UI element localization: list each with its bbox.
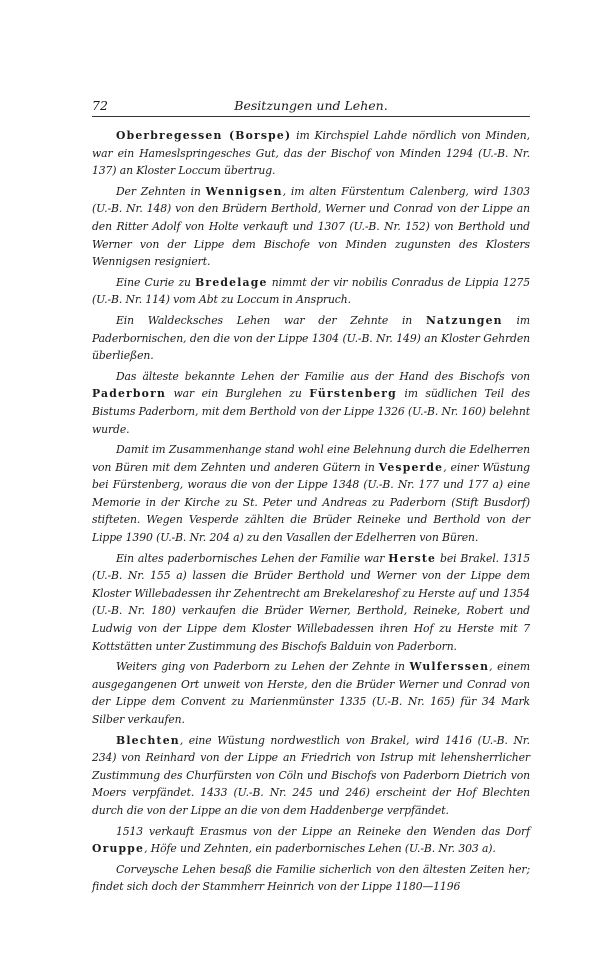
text-run: im südlichen Teil des Bistums Paderborn, mit dem Berthold von der Lippe 1326 (U.-B. Nr. 160) belehnt wurde.	[92, 387, 530, 436]
spaced-place-name: Oberbregessen (Borspe)	[116, 129, 292, 142]
body-text	[92, 127, 530, 896]
text-run: war ein Burglehen zu	[166, 387, 310, 401]
text-run: Der Zehnten in	[116, 184, 206, 198]
text-run: im Paderbornischen, den die von der Lippe 1304 (U.-B. Nr. 149) an Kloster Gehrden überließen.	[92, 313, 531, 363]
text-run: Damit im Zusammenhange stand wohl eine Belehnung durch die Edelherren von Büren mit dem Zehnten und anderen Gütern in	[92, 443, 530, 474]
spaced-place-name: Fürstenberg	[309, 387, 397, 401]
paragraph	[92, 861, 530, 896]
spaced-place-name: Bredelage	[195, 275, 268, 289]
spaced-place-name: Wennigsen	[205, 184, 283, 198]
text-run: Corveysche Lehen besaß die Familie sicherlich von den ältesten Zeiten her; findet sich doch der Stammherr Heinrich von der Lippe 1180—1196	[92, 862, 530, 894]
page-header	[92, 98, 530, 117]
text-run: bei Brakel. 1315 (U.-B. Nr. 155 a) lassen die Brüder Berthold und Werner von der Lippe dem Kloster Willebadessen ihr Zehentrecht am Brekelareshof zu Herste auf und 1354 (U.-B. Nr. 180) verkaufen die Brüder Werner, Berthold, Reineke, Robert und Ludwig von der Lippe dem Kloster Willebadessen ihren Hof zu Herste mit 7 Kottstätten unter Zustimmung des Bischofs Balduin von Paderborn.	[92, 551, 530, 653]
spaced-place-name: Blechten	[116, 733, 180, 747]
text-run: , eine Wüstung nordwestlich von Brakel, wird 1416 (U.-B. Nr. 234) von Reinhard von der Lippe an Friedrich von Istrup mit lehensherrlicher Zustimmung des Churfürsten von Cöln und Bischofs von Paderborn Dietrich von Moers verpfändet. 1433 (U.-B. Nr. 245 und 246) erscheint der Hof Blechten durch die von der Lippe an die von dem Haddenberge verpfändet.	[92, 733, 530, 817]
text-run: Ein Waldecksches Lehen war der Zehnte in	[116, 313, 426, 327]
book-page	[92, 98, 530, 899]
spaced-place-name: Oruppe	[92, 842, 145, 856]
spaced-place-name: Herste	[388, 551, 437, 565]
text-run: Weiters ging von Paderborn zu Lehen der Zehnte in	[116, 660, 410, 674]
text-run: Das älteste bekannte Lehen der Familie aus der Hand des Bischofs von	[116, 369, 530, 383]
paragraph	[92, 368, 530, 438]
paragraph	[92, 312, 530, 365]
paragraph	[92, 550, 530, 656]
text-run: , Höfe und Zehnten, ein paderbornisches Lehen (U.-B. Nr. 303 a).	[144, 842, 496, 856]
page-number: 72	[92, 98, 108, 113]
text-run: , einer Wüstung bei Fürstenberg, woraus die von der Lippe 1348 (U.-B. Nr. 177 und 177 a) eine Memorie in der Kirche zu St. Peter und Andreas zu Paderborn (Stift Busdorf) stifteten. Wegen Vesperde zählten die Brüder Reineke und Berthold von der Lippe 1390 (U.-B. Nr. 204 a) zu den Vasallen der Edelherren von Büren.	[92, 460, 530, 545]
paragraph	[92, 732, 530, 820]
paragraph	[92, 127, 530, 180]
paragraph	[92, 823, 530, 858]
spaced-place-name: Vesperde	[378, 460, 444, 474]
running-head: Besitzungen und Lehen.	[234, 98, 388, 113]
text-run: , im alten Fürstentum Calenberg, wird 1303 (U.-B. Nr. 148) von den Brüdern Berthold, Werner und Conrad von der Lippe an den Ritter Adolf von Holte verkauft und 1307 (U.-B. Nr. 152) von Berthold und Werner von der Lippe dem Bischofe von Minden zugunsten des Klosters Wennigsen resigniert.	[92, 184, 530, 269]
paragraph	[92, 658, 530, 728]
paragraph	[92, 274, 530, 309]
spaced-place-name: Natzungen	[425, 313, 503, 327]
paragraph	[92, 183, 530, 271]
text-run: 1513 verkauft Erasmus von der Lippe an Reineke den Wenden das Dorf	[116, 824, 530, 838]
text-run: , einem ausgegangenen Ort unweit von Herste, den die Brüder Werner und Conrad von der Lippe dem Convent zu Marienmünster 1335 (U.-B. Nr. 165) für 34 Mark Silber verkaufen.	[92, 660, 531, 726]
spaced-place-name: Wulferssen	[409, 660, 490, 674]
text-run: im Kirchspiel Lahde nördlich von Minden, war ein Hameslspringesches Gut, das der Bischof von Minden 1294 (U.-B. Nr. 137) an Kloster Loccum übertrug.	[92, 129, 530, 178]
text-run: Ein altes paderbornisches Lehen der Familie war	[116, 551, 389, 565]
spaced-place-name: Paderborn	[92, 387, 167, 401]
text-run: nimmt der vir nobilis Conradus de Lippia 1275 (U.-B. Nr. 114) vom Abt zu Loccum in Anspruch.	[92, 275, 530, 307]
text-run: Eine Curie zu	[116, 275, 196, 289]
paragraph	[92, 441, 530, 547]
